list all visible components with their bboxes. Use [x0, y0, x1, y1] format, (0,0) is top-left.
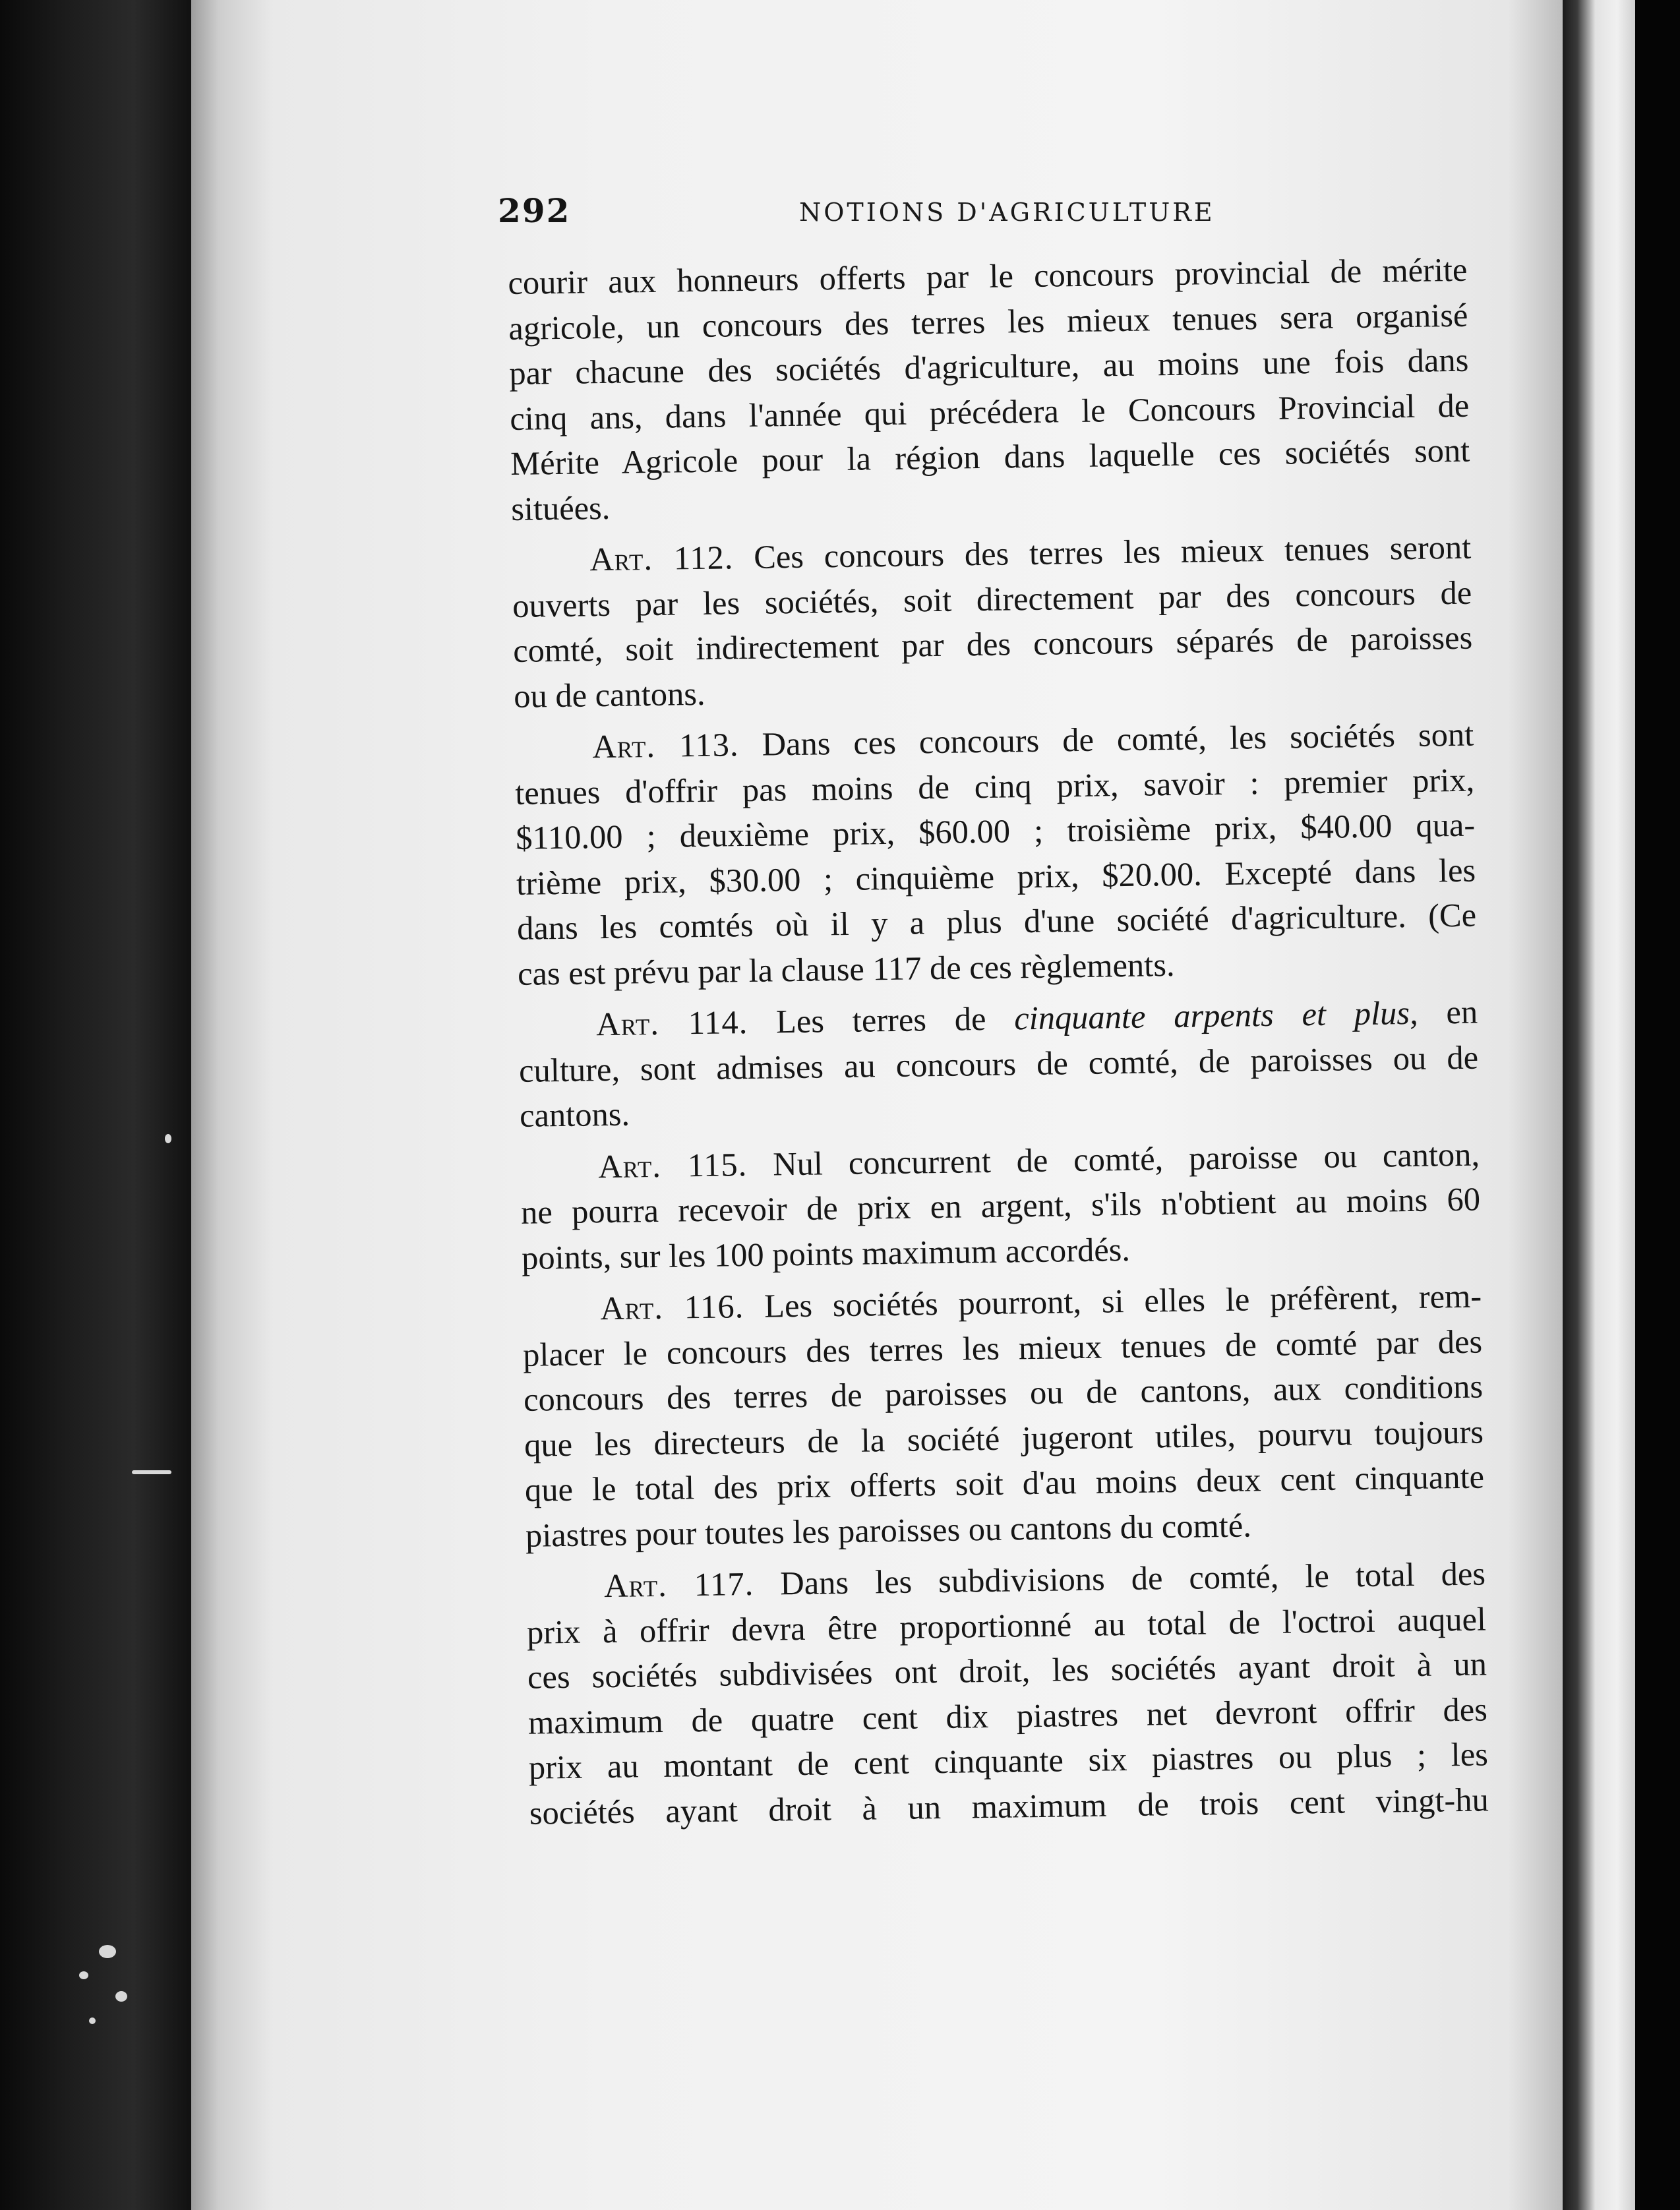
article-number: Art. 114.: [595, 1003, 748, 1043]
text-line: courir aux honneurs offerts par le concours provincial de mérite: [508, 251, 1468, 301]
text-line: maximum de quatre cent dix piastres net devront offrir des: [527, 1690, 1488, 1741]
article-text: en: [1446, 993, 1478, 1031]
binding-speck: [89, 2017, 96, 2024]
text-line: $110.00 ; deuxième prix, $60.00 ; troisième prix, $40.00 qua-: [515, 806, 1476, 856]
text-line: ne pourra recevoir de prix en argent, s'ils n'obtient au moins 60: [520, 1180, 1481, 1231]
running-title: NOTIONS D'AGRICULTURE: [799, 198, 1215, 227]
text-line: cas est prévu par la clause 117 de ces règlements.: [517, 945, 1175, 992]
text-line: Mérite Agricole pour la région dans laquelle ces sociétés sont: [510, 431, 1470, 482]
text-line: concours des terres de paroisses ou de cantons, aux conditions: [523, 1367, 1484, 1418]
text-line: piastres pour toutes les paroisses ou cantons du comté.: [525, 1506, 1252, 1554]
text-line: tenues d'offrir pas moins de cinq prix, savoir : premier prix,: [514, 761, 1475, 812]
text-line: placer le concours des terres les mieux tenues de comté par des: [522, 1323, 1483, 1373]
text-line: cinq ans, dans l'année qui précédera le Concours Provincial de: [509, 386, 1470, 437]
paragraph-continuation: [508, 247, 1471, 531]
text-line: agricole, un concours des terres les mieux tenues sera organisé: [508, 296, 1468, 347]
article-number: Art. 115.: [597, 1145, 748, 1185]
article-116: [522, 1274, 1485, 1558]
text-line: par chacune des sociétés d'agriculture, au moins une fois dans: [508, 341, 1469, 392]
text-line: points, sur les 100 points maximum accordés.: [521, 1230, 1131, 1276]
text-line: prix à offrir devra être proportionné au total de l'octroi auquel: [526, 1599, 1487, 1651]
article-113: [514, 712, 1478, 996]
text-line: situées.: [510, 489, 611, 527]
binding-speck: [132, 1470, 171, 1474]
article-text: Dans les subdivisions de comté, le total des: [779, 1555, 1486, 1602]
scan-border: [1635, 0, 1680, 2210]
text-line: ces sociétés subdivisées ont droit, les sociétés ayant droit à un: [527, 1645, 1487, 1696]
book-binding: [0, 0, 191, 2210]
article-number: Art. 116.: [599, 1288, 744, 1327]
text-line: comté, soit indirectement par des concours séparés de paroisses: [512, 618, 1473, 669]
body-text: [508, 247, 1489, 1842]
text-line: trième prix, $30.00 ; cinquième prix, $20.00. Excepté dans les: [516, 851, 1476, 902]
text-line: sociétés ayant droit à un maximum de trois cent vingt-hu: [529, 1780, 1489, 1832]
text-line: ouverts par les sociétés, soit directement par des concours de: [512, 574, 1472, 624]
binding-speck: [165, 1134, 171, 1143]
article-text: Les terres de: [775, 1000, 986, 1040]
article-117: [526, 1551, 1489, 1835]
binding-speck: [99, 1945, 116, 1958]
binding-speck: [79, 1971, 88, 1979]
article-text: Ces concours des terres les mieux tenues seront: [753, 528, 1472, 576]
article-115: [520, 1131, 1482, 1280]
text-line: que le total des prix offerts soit d'au moins deux cent cinquante: [524, 1458, 1485, 1508]
text-line: prix au montant de cent cinquante six piastres ou plus ; les: [528, 1735, 1489, 1786]
text-line: dans les comtés où il y a plus d'une société d'agriculture. (Ce: [516, 896, 1477, 947]
article-number: Art. 113.: [591, 726, 739, 765]
article-number: Art. 117.: [603, 1565, 754, 1605]
next-page-edge: [1563, 0, 1635, 2210]
running-head: [0, 191, 1680, 237]
article-114: [518, 990, 1480, 1139]
text-line: que les directeurs de la société jugeront utiles, pourvu toujours: [524, 1413, 1484, 1464]
text-line: ou de cantons.: [513, 674, 705, 715]
article-number: Art. 112.: [589, 539, 734, 578]
article-112: [512, 525, 1474, 719]
page-number: 292: [498, 191, 571, 230]
article-text: Nul concurrent de comté, paroisse ou canton,: [772, 1135, 1480, 1183]
text-line: culture, sont admises au concours de comté, de paroisses ou de: [518, 1038, 1479, 1089]
article-text: Les sociétés pourront, si elles le préfèrent, rem-: [764, 1277, 1482, 1325]
article-text: Dans ces concours de comté, les sociétés sont: [762, 715, 1474, 763]
italic-phrase: cinquante arpents et plus,: [1013, 994, 1418, 1037]
binding-speck: [115, 1991, 127, 2002]
text-line: cantons.: [519, 1095, 630, 1134]
